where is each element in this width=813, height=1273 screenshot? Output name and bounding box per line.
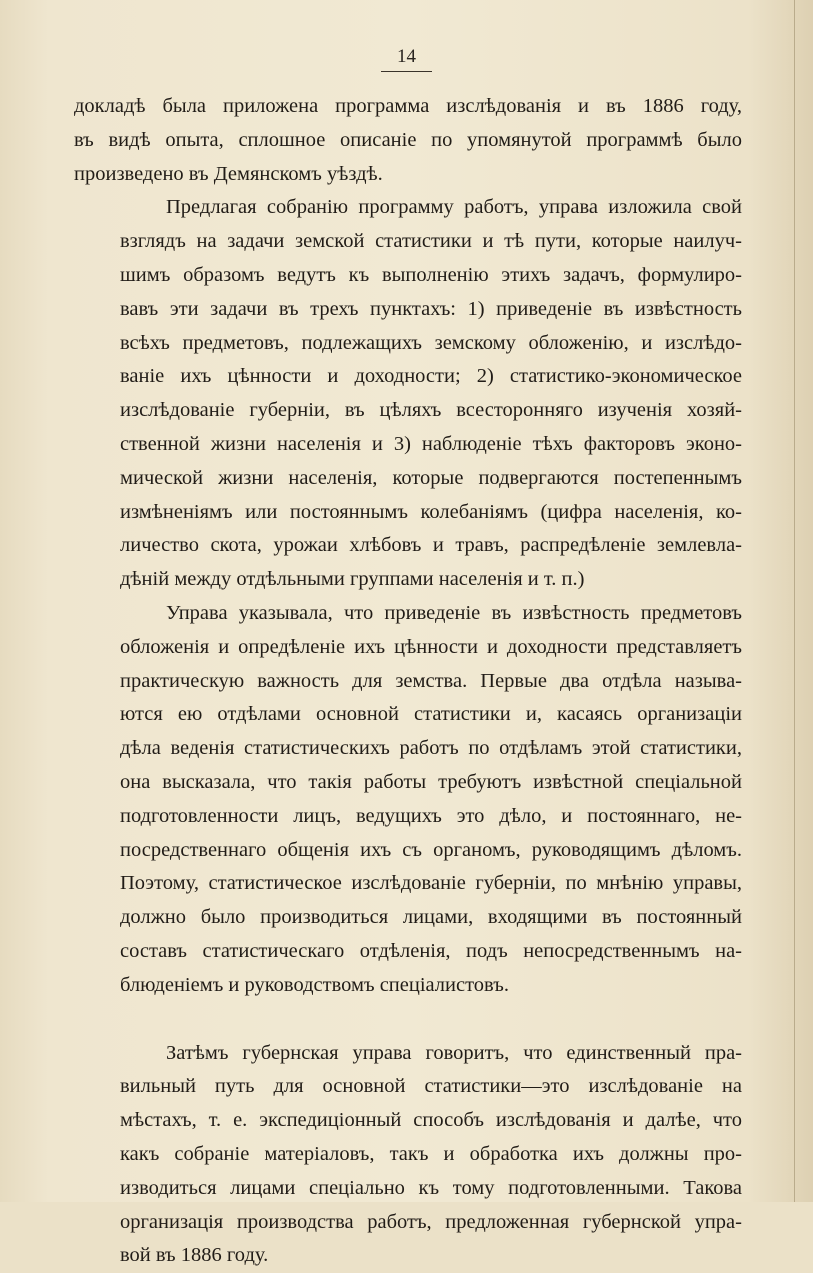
text-line: въ видѣ опыта, сплошное описаніе по упомянутой программѣ было (74, 128, 742, 151)
text-line: мѣстахъ, т. е. экспедиціонный способъ изслѣдованія и далѣе, что (120, 1109, 742, 1132)
page-number: 14 (397, 46, 416, 67)
text-line: мической жизни населенія, которые подвергаются постепеннымъ (120, 466, 742, 489)
page-number-rule (381, 71, 432, 72)
body-text (74, 90, 742, 1273)
text-line: дѣній между отдѣльными группами населенія и т. п.) (120, 568, 585, 591)
text-line: шимъ образомъ ведутъ къ выполненію этихъ задачъ, формулиро- (120, 263, 742, 286)
text-line: она высказала, что такія работы требуютъ извѣстной спеціальной (120, 770, 742, 793)
paragraph (74, 1037, 742, 1273)
text-line: ваніе ихъ цѣнности и доходности; 2) статистико-экономическое (120, 365, 742, 388)
text-line: должно было производиться лицами, входящими въ постоянный (120, 906, 742, 929)
text-line: составъ статистическаго отдѣленія, подъ непосредственнымъ на- (120, 939, 742, 962)
text-line: всѣхъ предметовъ, подлежащихъ земскому обложенію, и изслѣдо- (120, 331, 742, 354)
text-line: посредственнаго общенія ихъ съ органомъ, руководящимъ дѣломъ. (120, 838, 742, 861)
text-line: ются ею отдѣлами основной статистики и, касаясь организаціи (120, 703, 742, 726)
text-line: Поэтому, статистическое изслѣдованіе губерніи, по мнѣнію управы, (120, 872, 742, 895)
text-line: подготовленности лицъ, ведущихъ это дѣло, и постояннаго, не- (120, 804, 742, 827)
text-line: взглядъ на задачи земской статистики и тѣ пути, которые наилуч- (120, 230, 742, 253)
text-line: произведено въ Демянскомъ уѣздѣ. (74, 162, 383, 185)
page-edge-line (794, 0, 795, 1202)
text-line: дѣла веденія статистическихъ работъ по отдѣламъ этой статистики, (120, 737, 742, 760)
text-line: вильный путь для основной статистики—это изслѣдованіе на (120, 1075, 742, 1098)
text-line: вой въ 1886 году. (120, 1244, 269, 1267)
text-line: личество скота, урожаи хлѣбовъ и травъ, распредѣленіе землевла- (120, 534, 742, 557)
text-line: Предлагая собранію программу работъ, управа изложила свой (166, 196, 742, 219)
text-line: Затѣмъ губернская управа говоритъ, что единственный пра- (166, 1041, 742, 1064)
text-line: какъ собраніе матеріаловъ, такъ и обработка ихъ должны про- (120, 1142, 742, 1165)
text-line: Управа указывала, что приведеніе въ извѣстность предметовъ (166, 601, 742, 624)
text-line: вавъ эти задачи въ трехъ пунктахъ: 1) приведеніе въ извѣстность (120, 297, 742, 320)
text-line: изслѣдованіе губерніи, въ цѣляхъ всесторонняго изученія хозяй- (120, 399, 742, 422)
text-line: обложенія и опредѣленіе ихъ цѣнности и доходности представляетъ (120, 635, 742, 658)
text-line: практическую важность для земства. Первые два отдѣла называ- (120, 669, 742, 692)
text-line: докладѣ была приложена программа изслѣдованія и въ 1886 году, (74, 95, 742, 117)
text-line: измѣненіямъ или постояннымъ колебаніямъ (цифра населенія, ко- (120, 500, 742, 523)
paragraph (74, 90, 742, 191)
text-line: изводиться лицами спеціально къ тому подготовленными. Такова (120, 1176, 742, 1199)
text-line: организація производства работъ, предложенная губернской упра- (120, 1210, 742, 1233)
text-line: ственной жизни населенія и 3) наблюденіе тѣхъ факторовъ эконо- (120, 432, 742, 455)
paragraph (74, 191, 742, 597)
paragraph (74, 597, 742, 1003)
text-line: блюденіемъ и руководствомъ спеціалистовъ. (120, 973, 509, 996)
